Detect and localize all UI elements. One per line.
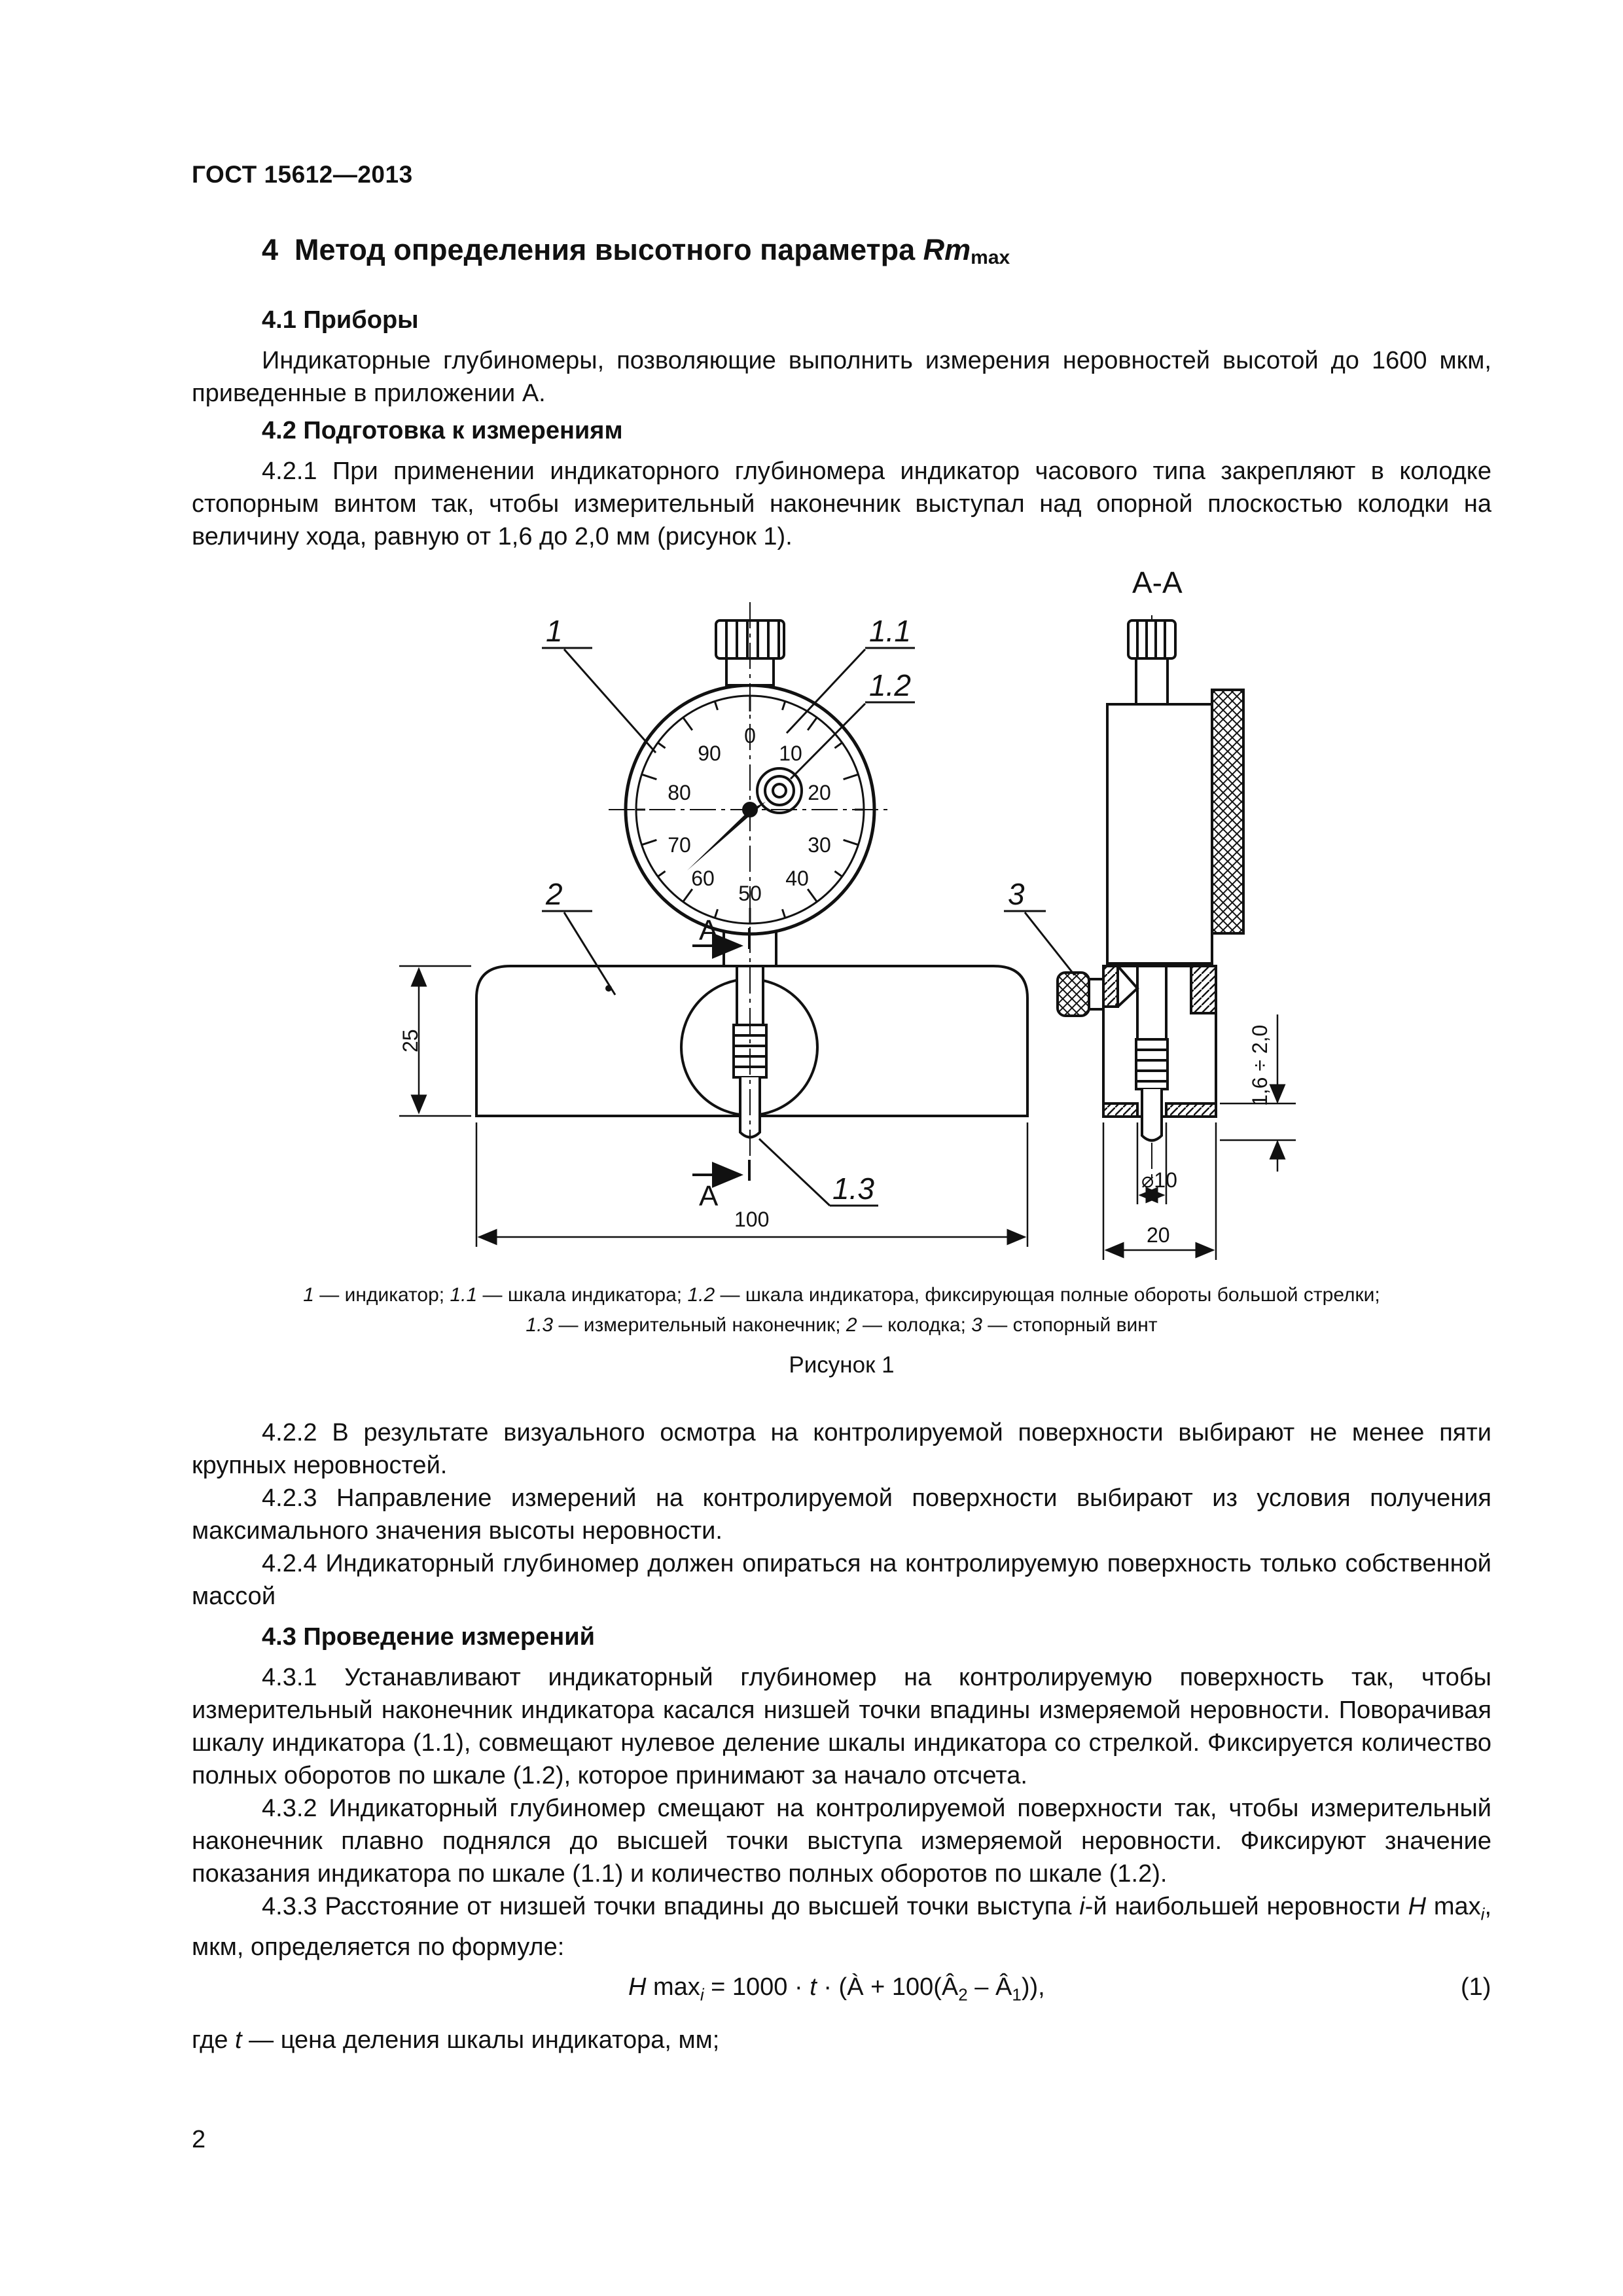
label-1: 1 — [546, 614, 563, 648]
cut-label-a-bottom: А — [699, 1180, 719, 1212]
section-4-title: 4 Метод определения высотного параметра $Rm_{max}$ — [262, 233, 1010, 268]
label-2: 2 — [546, 877, 563, 911]
dim-25: 25 — [399, 1029, 422, 1052]
section-label-aa: А-А — [1132, 565, 1183, 600]
cut-label-a-top: А — [699, 914, 719, 946]
dim-diam-10: ⌀10 — [1141, 1168, 1177, 1192]
figure-caption-line-2: 1.3 — измерительный наконечник; 2 — колодка; 3 — стопорный винт — [526, 1314, 1158, 1336]
figure-caption-line-1: 1 — индикатор; 1.1 — шкала индикатора; 1.2 — шкала индикатора, фиксирующая полные обороты большой стрелки; — [303, 1284, 1380, 1306]
formula-number: (1) — [1461, 1973, 1491, 2001]
dial-number-10: 10 — [779, 742, 802, 765]
paragraph-4-3-2: 4.3.2 Индикаторный глубиномер смещают на контролируемой поверхности так, чтобы измерительный наконечник плавно поднялся до высшей точки выступа измеряемой неровности. Фиксируют значение показания индикатора по шкале (1.1) и количество полных оборотов по шкале (1.2). — [192, 1795, 1491, 1888]
section-4-3-title: 4.3 Проведение измерений — [262, 1623, 595, 1651]
dial-number-40: 40 — [785, 867, 809, 890]
paragraph-4-2-3: 4.2.3 Направление измерений на контролируемой поверхности выбирают из условия получения максимального значения высоты неровности. — [192, 1484, 1491, 1545]
formula-1: H $\max_i = 1000 \cdot t$ · (À + $100(Â_2$ – $Â_1$)), — [628, 1973, 1045, 2005]
dial-number-30: 30 — [808, 833, 831, 857]
label-3: 3 — [1008, 877, 1025, 911]
dial-number-50: 50 — [738, 882, 762, 905]
paragraph-4-3-3: 4.3.3 Расстояние от низшей точки впадины до высшей точки выступа i-й наибольшей неровности H $\max_i$, мкм, определяется по формуле: — [192, 1893, 1491, 1961]
paragraph-4-2-2: 4.2.2 В результате визуального осмотра на контролируемой поверхности выбирают не менее пяти крупных неровностей. — [192, 1419, 1491, 1479]
dim-1-6-2-0: 1,6 ÷ 2,0 — [1248, 1024, 1272, 1106]
section-4-2-title: 4.2 Подготовка к измерениям — [262, 417, 623, 444]
label-1-1: 1.1 — [869, 614, 911, 648]
document-header: ГОСТ 15612—2013 — [192, 161, 413, 188]
dial-number-70: 70 — [668, 833, 691, 857]
dial-number-90: 90 — [698, 742, 721, 765]
dial-number-0: 0 — [744, 724, 756, 747]
figure-title: Рисунок 1 — [789, 1352, 895, 1378]
label-1-3: 1.3 — [832, 1172, 874, 1206]
dim-100: 100 — [734, 1208, 770, 1231]
dial-number-20: 20 — [808, 781, 831, 804]
page-number: 2 — [192, 2126, 206, 2153]
dim-20: 20 — [1147, 1223, 1170, 1247]
section-4-1-title: 4.1 Приборы — [262, 306, 419, 334]
label-1-2: 1.2 — [869, 668, 911, 702]
dial-number-80: 80 — [668, 781, 691, 804]
paragraph-4-2-4: 4.2.4 Индикаторный глубиномер должен опираться на контролируемую поверхность только собственной массой — [192, 1550, 1491, 1610]
where-clause: где t — цена деления шкалы индикатора, мм; — [192, 2026, 720, 2054]
dial-number-60: 60 — [691, 867, 715, 890]
paragraph-4-3-1: 4.3.1 Устанавливают индикаторный глубиномер на контролируемую поверхность так, чтобы измерительный наконечник индикатора касался низшей точки впадины измеряемой неровности. Поворачивая шкалу индикатора (1.1), совмещают нулевое деление шкалы индикатора со стрелкой. Фиксируется количество полных оборотов по шкале (1.2), которое принимают за начало отсчета. — [192, 1664, 1491, 1789]
paragraph-4-2-1: 4.2.1 При применении индикаторного глубиномера индикатор часового типа закрепляют в колодке стопорным винтом так, чтобы измерительный наконечник выступал над опорной плоскостью колодки на величину хода, равную от 1,6 до 2,0 мм (рисунок 1). — [192, 457, 1491, 550]
section-4-1-text: Индикаторные глубиномеры, позволяющие выполнить измерения неровностей высотой до 1600 мкм, приведенные в приложении А. — [192, 347, 1491, 407]
